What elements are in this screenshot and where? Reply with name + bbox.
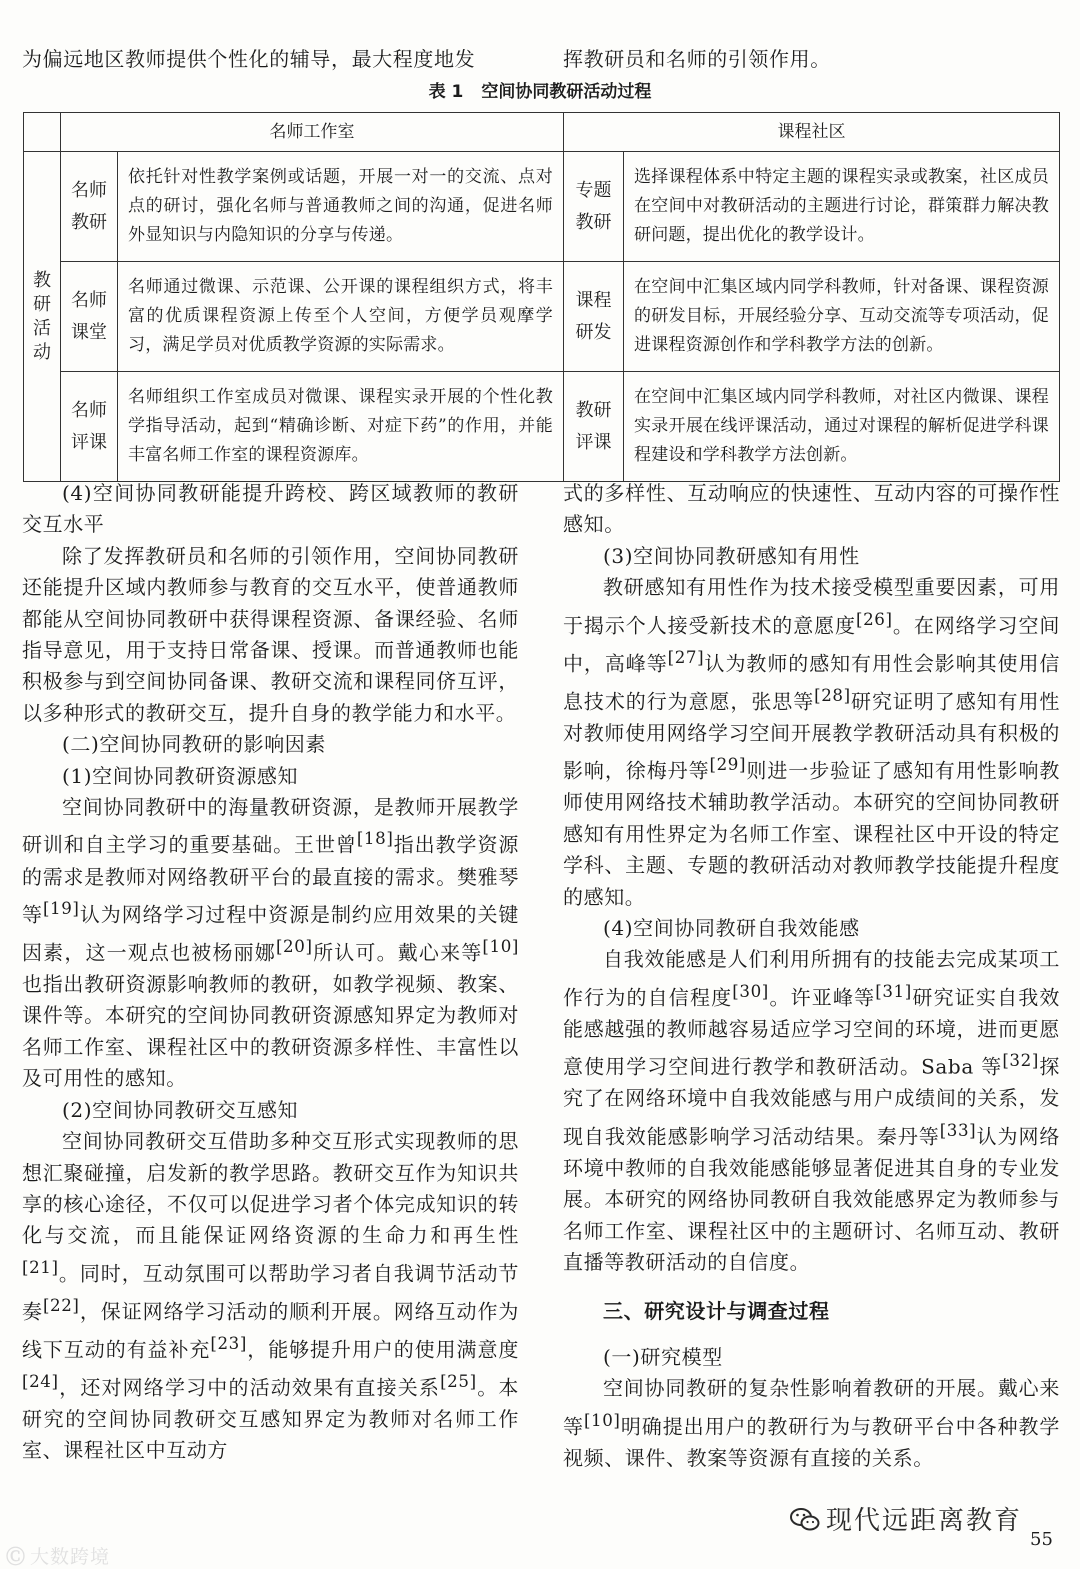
citation: [25] — [440, 1371, 477, 1391]
citation: [33] — [939, 1120, 977, 1140]
right-desc: 在空间中汇集区域内同学科教师，针对备课、课程资源的研发目标，开展经验分享、互动交流等专项活动，促进课程资源创作和学科教学方法的创新。 — [624, 262, 1060, 372]
citation: [24] — [22, 1371, 59, 1391]
right-column — [563, 478, 1060, 1474]
citation: [26] — [855, 609, 893, 629]
left-label: 名师教研 — [61, 152, 118, 262]
subsection-title: (2)空间协同教研交互感知 — [62, 1097, 299, 1122]
left-column — [22, 478, 519, 1467]
watermark-left — [6, 1542, 110, 1569]
citation: [20] — [275, 937, 313, 956]
right-desc: 在空间中汇集区域内同学科教师，对社区内微课、课程实录开展在线评课活动，通过对课程的解析促进学科课程建设和学科教学方法创新。 — [624, 372, 1060, 482]
citation: [21] — [22, 1257, 59, 1277]
citation: [23] — [210, 1333, 247, 1353]
table-row — [24, 372, 1060, 482]
paragraph: 自我效能感是人们利用所拥有的技能去完成某项工作行为的自信程度[30]。许亚峰等[31]研究证实自我效能感越强的教师越容易适应学习空间的环境，进而更愿意使用学习空间进行教学和教研活动。Saba 等[32]探究了在网络环境中自我效能感与用户成绩间的关系，发现自我效能感影响学习活动结果。秦丹等[33]认为网络环境中教师的自我效能感能够显著促进其自身的专业发展。本研究的网络协同教研自我效能感界定为教师参与名师工作室、课程社区中的主题研讨、名师互动、教研直播等教研活动的自信度。 — [563, 947, 1060, 1274]
paragraph: 空间协同教研中的海量教研资源，是教师开展教学研训和自主学习的重要基础。王世曾[18]指出教学资源的需求是教师对网络教研平台的最直接的需求。樊雅琴等[19]认为网络学习过程中资源是制约应用效果的关键因素，这一观点也被杨丽娜[20]所认可。戴心来等[10]也指出教研资源影响教师的教研，如教学视频、教案、课件等。本研究的空间协同教研资源感知界定为教师对名师工作室、课程社区中的教研资源多样性、丰富性以及可用性的感知。 — [22, 795, 519, 1091]
table-caption — [0, 78, 1080, 106]
row-group-label: 教研活动 — [24, 152, 61, 482]
subsection-title: (3)空间协同教研感知有用性 — [603, 543, 860, 568]
page-number: 55 — [1030, 1529, 1053, 1550]
citation: [18] — [356, 829, 394, 849]
right-desc: 选择课程体系中特定主题的课程实录或教案，社区成员在空间中对教研活动的主题进行讨论，群策群力解决教研问题，提出优化的教学设计。 — [624, 152, 1060, 262]
citation: [19] — [42, 898, 80, 918]
table-caption-title: 空间协同教研活动过程 — [481, 82, 652, 102]
table-row — [24, 152, 1060, 262]
right-label: 教研评课 — [564, 372, 624, 482]
subsection-title: (1)空间协同教研资源感知 — [62, 763, 299, 788]
citation: [22] — [42, 1295, 80, 1315]
citation: [31] — [875, 981, 912, 1001]
watermark-logo-icon: Ⓒ — [6, 1546, 27, 1568]
right-label: 专题教研 — [564, 152, 624, 262]
header-left: 名师工作室 — [61, 113, 564, 152]
journal-name: 现代远距离教育 — [826, 1506, 1023, 1536]
left-desc: 名师组织工作室成员对微课、课程实录开展的个性化教学指导活动，起到“精确诊断、对症下药”的作用，并能丰富名师工作室的课程资源库。 — [118, 372, 564, 482]
citation: [10] — [583, 1410, 621, 1430]
paragraph: 式的多样性、互动响应的快速性、互动内容的可操作性感知。 — [563, 481, 1060, 537]
watermark-text: 大数跨境 — [30, 1546, 111, 1568]
subsection-title: (4)空间协同教研自我效能感 — [603, 915, 860, 940]
section-title: (二)空间协同教研的影响因素 — [62, 732, 327, 757]
left-label: 名师课堂 — [61, 262, 118, 372]
citation: [32] — [1002, 1051, 1039, 1071]
subsection-title: (4)空间协同教研能提升跨校、跨区域教师的教研交互水平 — [22, 481, 519, 537]
header-right: 课程社区 — [564, 113, 1060, 152]
right-label: 课程研发 — [564, 262, 624, 372]
table-corner-cell — [24, 113, 61, 152]
paragraph: 教研感知有用性作为技术接受模型重要因素，可用于揭示个人接受新技术的意愿度[26]。在网络学习空间中，高峰等[27]认为教师的感知有用性会影响其使用信息技术的行为意愿，张思等[28]研究证明了感知有用性对教师使用网络学习空间开展教学教研活动具有积极的影响，徐梅丹等[29]则进一步验证了感知有用性影响教师使用网络技术辅助教学活动。本研究的空间协同教研感知有用性界定为名师工作室、课程社区中开设的特定学科、主题、专题的教研活动对教师教学技能提升程度的感知。 — [563, 575, 1061, 909]
table-header-row — [24, 113, 1060, 152]
watermark-right — [790, 1500, 1022, 1537]
left-desc: 名师通过微课、示范课、公开课的课程组织方式，将丰富的优质课程资源上传至个人空间，方便学员观摩学习，满足学员对优质教学资源的实际需求。 — [118, 262, 564, 372]
left-label: 名师评课 — [61, 372, 118, 482]
top-left-line: 为偏远地区教师提供个性化的辅导，最大程度地发 — [22, 47, 476, 71]
left-desc: 依托针对性教学案例或话题，开展一对一的交流、点对点的研讨，强化名师与普通教师之间的沟通，促进名师外显知识与内隐知识的分享与传递。 — [118, 152, 564, 262]
citation: [30] — [732, 981, 769, 1001]
table-caption-number: 表 1 — [428, 82, 464, 102]
paragraph: 除了发挥教研员和名师的引领作用，空间协同教研还能提升区域内教师参与教育的交互水平，使普通教师都能从空间协同教研中获得课程资源、备课经验、名师指导意见，用于支持日常备课、授课。而普通教师也能积极参与到空间协同备课、教研交流和课程同侪互评，以多种形式的教研交互，提升自身的教学能力和水平。 — [22, 543, 519, 725]
citation: [10] — [482, 937, 519, 956]
table-row — [24, 262, 1060, 372]
activity-table — [23, 112, 1060, 482]
citation: [28] — [814, 685, 851, 705]
paragraph: 空间协同教研的复杂性影响着教研的开展。戴心来等[10]明确提出用户的教研行为与教研平台中各种教学视频、课件、教案等资源有直接的关系。 — [563, 1376, 1060, 1470]
paragraph: 空间协同教研交互借助多种交互形式实现教师的思想汇聚碰撞，启发新的教学思路。教研交互作为知识共享的核心途径，不仅可以促进学习者个体完成知识的转化与交流，而且能保证网络资源的生命力和再生性[21]。同时，互动氛围可以帮助学习者自我调节活动节奏[22]，保证网络学习活动的顺利开展。网络互动作为线下互动的有益补充[23]，能够提升用户的使用满意度[24]，还对网络学习中的活动效果有直接关系[25]。本研究的空间协同教研交互感知界定为教师对名师工作室、课程社区中互动方 — [22, 1129, 519, 1463]
top-right-line: 挥教研员和名师的引领作用。 — [563, 47, 831, 71]
section-heading: 三、研究设计与调查过程 — [603, 1299, 830, 1324]
citation: [29] — [709, 755, 747, 775]
citation: [27] — [667, 647, 705, 667]
subsection-title: (一)研究模型 — [603, 1344, 723, 1369]
wechat-icon — [790, 1507, 820, 1533]
